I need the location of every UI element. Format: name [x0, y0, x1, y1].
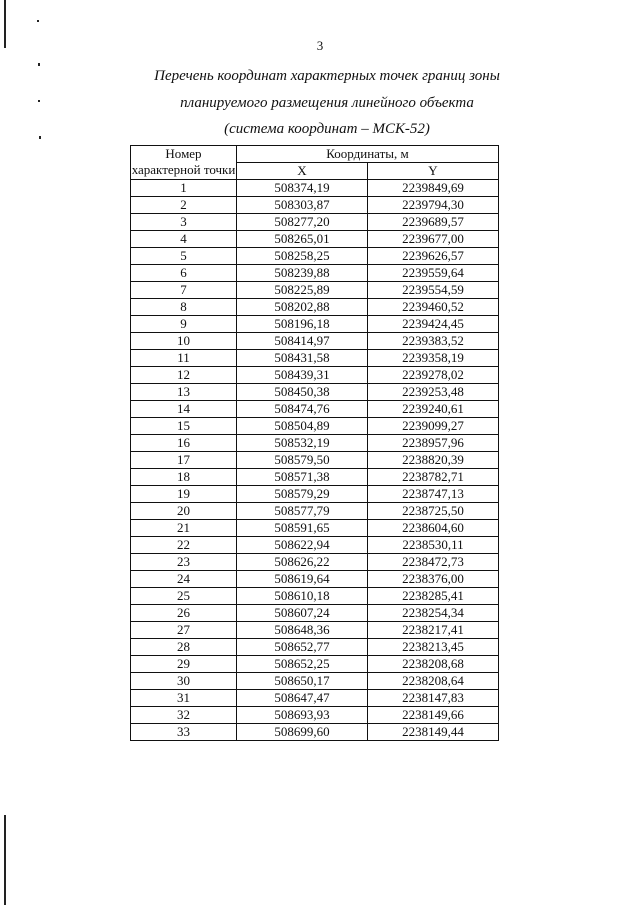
- table-row: [131, 486, 499, 503]
- cell-point-number: 17: [131, 452, 237, 469]
- cell-point-number: 10: [131, 333, 237, 350]
- cell-point-number: 11: [131, 350, 237, 367]
- document-title-line-2: планируемого размещения линейного объекта: [180, 95, 474, 111]
- cell-x: 508202,88: [237, 299, 368, 316]
- table-row: [131, 690, 499, 707]
- cell-y: 2239424,45: [368, 316, 499, 333]
- cell-x: 508652,25: [237, 656, 368, 673]
- cell-x: 508619,64: [237, 571, 368, 588]
- header-point-number: Номер характерной точки: [131, 146, 237, 180]
- table-row: [131, 316, 499, 333]
- cell-point-number: 8: [131, 299, 237, 316]
- cell-x: 508277,20: [237, 214, 368, 231]
- cell-x: 508258,25: [237, 248, 368, 265]
- scan-dot: [38, 63, 40, 66]
- table-row: [131, 554, 499, 571]
- cell-x: 508196,18: [237, 316, 368, 333]
- header-y: Y: [368, 163, 499, 180]
- cell-y: 2238147,83: [368, 690, 499, 707]
- cell-y: 2239554,59: [368, 282, 499, 299]
- table-row: [131, 503, 499, 520]
- cell-point-number: 14: [131, 401, 237, 418]
- cell-y: 2238820,39: [368, 452, 499, 469]
- cell-point-number: 5: [131, 248, 237, 265]
- table-row: [131, 622, 499, 639]
- table-row: [131, 537, 499, 554]
- cell-y: 2239689,57: [368, 214, 499, 231]
- cell-y: 2239626,57: [368, 248, 499, 265]
- table-body: [131, 180, 499, 741]
- cell-x: 508571,38: [237, 469, 368, 486]
- cell-x: 508532,19: [237, 435, 368, 452]
- cell-y: 2239849,69: [368, 180, 499, 197]
- cell-y: 2238472,73: [368, 554, 499, 571]
- cell-point-number: 1: [131, 180, 237, 197]
- table-row: [131, 350, 499, 367]
- cell-x: 508504,89: [237, 418, 368, 435]
- cell-y: 2238213,45: [368, 639, 499, 656]
- cell-point-number: 22: [131, 537, 237, 554]
- cell-y: 2239559,64: [368, 265, 499, 282]
- cell-point-number: 6: [131, 265, 237, 282]
- table-row: [131, 707, 499, 724]
- table-row: [131, 197, 499, 214]
- header-coordinates: Координаты, м: [237, 146, 499, 163]
- table-row: [131, 452, 499, 469]
- cell-y: 2238254,34: [368, 605, 499, 622]
- cell-y: 2238725,50: [368, 503, 499, 520]
- table-row: [131, 469, 499, 486]
- cell-y: 2238747,13: [368, 486, 499, 503]
- table-row: [131, 384, 499, 401]
- header-x: X: [237, 163, 368, 180]
- cell-y: 2238217,41: [368, 622, 499, 639]
- cell-y: 2239794,30: [368, 197, 499, 214]
- cell-x: 508647,47: [237, 690, 368, 707]
- table-row: [131, 180, 499, 197]
- cell-y: 2238149,44: [368, 724, 499, 741]
- cell-x: 508626,22: [237, 554, 368, 571]
- scan-edge-line: [4, 815, 6, 905]
- cell-x: 508693,93: [237, 707, 368, 724]
- cell-point-number: 7: [131, 282, 237, 299]
- cell-x: 508610,18: [237, 588, 368, 605]
- cell-point-number: 18: [131, 469, 237, 486]
- cell-point-number: 30: [131, 673, 237, 690]
- table-row: [131, 214, 499, 231]
- cell-point-number: 24: [131, 571, 237, 588]
- cell-y: 2239278,02: [368, 367, 499, 384]
- page-number: 3: [316, 38, 324, 53]
- table-row: [131, 333, 499, 350]
- cell-x: 508374,19: [237, 180, 368, 197]
- cell-x: 508474,76: [237, 401, 368, 418]
- table-row: [131, 605, 499, 622]
- cell-point-number: 15: [131, 418, 237, 435]
- cell-x: 508414,97: [237, 333, 368, 350]
- document-title-line-1: Перечень координат характерных точек границ зоны: [154, 68, 500, 84]
- cell-x: 508591,65: [237, 520, 368, 537]
- cell-x: 508577,79: [237, 503, 368, 520]
- cell-x: 508239,88: [237, 265, 368, 282]
- cell-x: 508579,50: [237, 452, 368, 469]
- cell-x: 508699,60: [237, 724, 368, 741]
- cell-x: 508579,29: [237, 486, 368, 503]
- cell-point-number: 9: [131, 316, 237, 333]
- table-row: [131, 656, 499, 673]
- coordinates-table: [130, 145, 499, 741]
- cell-x: 508622,94: [237, 537, 368, 554]
- table-row: [131, 265, 499, 282]
- cell-x: 508648,36: [237, 622, 368, 639]
- cell-y: 2238604,60: [368, 520, 499, 537]
- cell-x: 508431,58: [237, 350, 368, 367]
- cell-point-number: 28: [131, 639, 237, 656]
- cell-y: 2239383,52: [368, 333, 499, 350]
- document-title-line-3: (система координат – МСК-52): [224, 121, 430, 137]
- cell-point-number: 3: [131, 214, 237, 231]
- cell-x: 508265,01: [237, 231, 368, 248]
- cell-point-number: 4: [131, 231, 237, 248]
- table-row: [131, 435, 499, 452]
- cell-y: 2239253,48: [368, 384, 499, 401]
- cell-point-number: 2: [131, 197, 237, 214]
- table-row: [131, 248, 499, 265]
- cell-y: 2239358,19: [368, 350, 499, 367]
- cell-y: 2238149,66: [368, 707, 499, 724]
- cell-y: 2238782,71: [368, 469, 499, 486]
- cell-y: 2239240,61: [368, 401, 499, 418]
- cell-point-number: 29: [131, 656, 237, 673]
- table-row: [131, 282, 499, 299]
- cell-y: 2239460,52: [368, 299, 499, 316]
- table-row: [131, 367, 499, 384]
- cell-point-number: 33: [131, 724, 237, 741]
- table-row: [131, 571, 499, 588]
- cell-point-number: 27: [131, 622, 237, 639]
- cell-y: 2238957,96: [368, 435, 499, 452]
- table-row: [131, 299, 499, 316]
- table-row: [131, 639, 499, 656]
- cell-y: 2238208,64: [368, 673, 499, 690]
- cell-point-number: 16: [131, 435, 237, 452]
- cell-x: 508652,77: [237, 639, 368, 656]
- cell-point-number: 21: [131, 520, 237, 537]
- cell-y: 2238376,00: [368, 571, 499, 588]
- scan-dot: [37, 20, 39, 22]
- cell-x: 508450,38: [237, 384, 368, 401]
- cell-x: 508650,17: [237, 673, 368, 690]
- cell-y: 2238285,41: [368, 588, 499, 605]
- cell-point-number: 20: [131, 503, 237, 520]
- cell-point-number: 12: [131, 367, 237, 384]
- cell-y: 2238208,68: [368, 656, 499, 673]
- table-header: [131, 146, 499, 180]
- table-row: [131, 401, 499, 418]
- table-row: [131, 418, 499, 435]
- cell-y: 2239099,27: [368, 418, 499, 435]
- table-row: [131, 724, 499, 741]
- cell-y: 2239677,00: [368, 231, 499, 248]
- cell-point-number: 32: [131, 707, 237, 724]
- cell-point-number: 31: [131, 690, 237, 707]
- table-row: [131, 231, 499, 248]
- cell-point-number: 19: [131, 486, 237, 503]
- cell-point-number: 23: [131, 554, 237, 571]
- cell-x: 508607,24: [237, 605, 368, 622]
- table-row: [131, 520, 499, 537]
- cell-point-number: 13: [131, 384, 237, 401]
- cell-y: 2238530,11: [368, 537, 499, 554]
- cell-x: 508439,31: [237, 367, 368, 384]
- table-row: [131, 673, 499, 690]
- cell-x: 508225,89: [237, 282, 368, 299]
- cell-point-number: 26: [131, 605, 237, 622]
- cell-point-number: 25: [131, 588, 237, 605]
- cell-x: 508303,87: [237, 197, 368, 214]
- table-row: [131, 588, 499, 605]
